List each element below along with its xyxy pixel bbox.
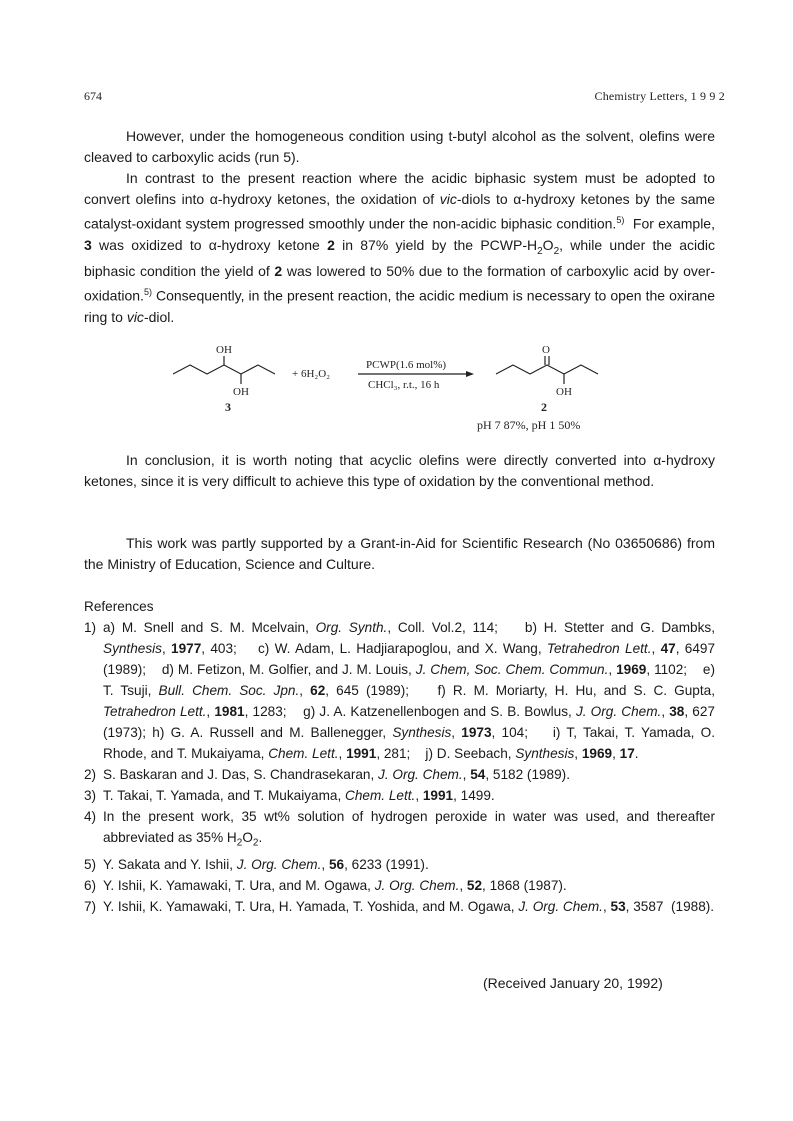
product-skeleton (496, 365, 598, 374)
reference-text: . (258, 830, 263, 845)
reference-text: J. Org. Chem. (518, 898, 603, 914)
references-title: References (84, 599, 154, 614)
reference-text: 17 (619, 746, 635, 761)
acknowledgment-section (84, 533, 715, 575)
reference-text: , 1102; e) T. Tsuji, (103, 662, 719, 698)
reference-text: , (459, 877, 467, 893)
reference-text: , (651, 641, 661, 656)
paragraph-conclusion: In conclusion, it is worth noting that acyclic olefins were directly converted into α-hydroxy ketones, since it is very difficult to achieve this type of oxidation by the conventional method. (84, 452, 715, 489)
reference-text: Chem. Lett. (345, 788, 416, 803)
reference-text: , 6497 (1989); d) M. Fetizon, M. Golfier, and J. M. Louis, (103, 641, 719, 677)
reference-text: , (602, 898, 611, 914)
reference-text: In the present work, 35 wt% solution of hydrogen peroxide in water was used, and thereafter abbreviated as 35% H (103, 809, 719, 845)
text-run-italic: vic (439, 191, 457, 207)
reactant-oh-bottom: OH (233, 386, 249, 398)
reference-number: 1) (84, 620, 97, 635)
page-number: 674 (84, 89, 102, 103)
reference-list (84, 617, 719, 917)
reference-number: 6) (84, 877, 97, 893)
reference-text: , 3587 (1988). (625, 898, 715, 914)
reference-text: , (161, 641, 172, 656)
text-run: O (542, 236, 554, 253)
reference-text: 1969 (616, 662, 647, 677)
reference-text: T. Takai, T. Yamada, and T. Mukaiyama, (103, 788, 346, 803)
reference-text: O (242, 830, 253, 845)
reference-text: , (415, 788, 423, 803)
reactant-oh-top: OH (216, 344, 232, 356)
paragraph-contrast (84, 168, 719, 328)
reference-text: 54 (470, 767, 486, 782)
reference-text: , 104; i) T, Takai, T. Yamada, O. Rhode, and T. Mukaiyama, (103, 725, 719, 761)
reference-text: , 1868 (1987). (482, 877, 567, 893)
reference-number: 5) (84, 856, 97, 872)
reference-text: 53 (610, 898, 626, 914)
reference-text: . (634, 746, 639, 761)
reference-text: Y. Ishii, K. Yamawaki, T. Ura, H. Yamada, T. Yoshida, and M. Ogawa, (103, 898, 519, 914)
reference-number: 2) (84, 767, 97, 782)
text-run: was oxidized to α-hydroxy ketone (91, 236, 328, 253)
reference-item (84, 617, 719, 764)
text-run: -diol. (143, 309, 175, 326)
reference-text: , (321, 856, 329, 872)
reference-marker: 5) (616, 215, 625, 225)
reference-text: J. Org. Chem. (378, 767, 463, 782)
text-run-italic: vic (126, 309, 144, 326)
reference-text: Synthesis (103, 641, 162, 656)
reference-text: , 5182 (1989). (485, 767, 570, 782)
reference-text: 1977 (171, 641, 202, 656)
reference-number: 7) (84, 898, 97, 914)
product-oxygen: O (542, 344, 550, 356)
body-paragraphs (84, 126, 719, 328)
subscript: 2 (553, 245, 560, 257)
received-date: (Received January 20, 1992) (483, 975, 663, 991)
text-run: was lowered to 50% due to the formation of carboxylic acid by over-oxidation. (84, 263, 715, 305)
reference-text: , (462, 767, 471, 782)
reference-text: 1981 (214, 704, 245, 719)
reference-text: Y. Sakata and Y. Ishii, (103, 856, 237, 872)
journal-title: Chemistry Letters, 1 9 9 2 (594, 89, 725, 103)
paragraph-homogeneous: However, under the homogeneous condition using t-butyl alcohol as the solvent, olefins were cleaved to carboxylic acids (run 5). (84, 128, 715, 165)
reference-text: Synthesis (515, 746, 575, 761)
reference-text: 1991 (346, 746, 377, 761)
reference-text: , Coll. Vol.2, 114; b) H. Stetter and G. Dambks, (387, 620, 719, 635)
reference-text: , 1499. (453, 788, 495, 803)
reference-marker: 5) (143, 287, 152, 298)
reference-item (84, 896, 715, 917)
reactant-skeleton (173, 365, 275, 374)
reference-text: , 1283; g) J. A. Katzenellenbogen and S. B. Bowlus, (244, 704, 576, 719)
reference-text: Org. Synth. (315, 620, 388, 635)
reference-text: , (608, 662, 617, 677)
reactant-label: 3 (225, 400, 231, 414)
reference-text: , 403; c) W. Adam, L. Hadjiarapoglou, and X. Wang, (201, 641, 547, 656)
reference-text: , 281; j) D. Seebach, (376, 746, 516, 761)
page-header (84, 89, 725, 105)
text-run: In contrast to the present reaction where the acidic biphasic system must be adopted to convert olefins into α-hydroxy ketones, the oxidation of (84, 170, 715, 207)
text-run: -diols to α-hydroxy ketones by the same catalyst-oxidant system progressed smoothly under the non-acidic biphasic condition. (84, 191, 716, 232)
compound-number: 3 (84, 236, 92, 253)
reference-text: 38 (669, 704, 685, 719)
reference-number: 4) (84, 809, 97, 824)
reference-text: , 627 (1973); h) G. A. Russell and M. Ballenegger, (103, 704, 719, 740)
text-run: Consequently, in the present reaction, the acidic medium is necessary to open the oxirane ring to (84, 288, 715, 326)
reference-text: 1969 (581, 746, 613, 761)
reference-text: , (338, 746, 347, 761)
reference-text: Bull. Chem. Soc. Jpn. (158, 683, 300, 698)
reference-text: 2 (236, 837, 243, 849)
arrow-head (466, 371, 474, 377)
reference-number: 3) (84, 788, 97, 803)
product-oh: OH (556, 386, 572, 398)
compound-number: 2 (274, 263, 283, 280)
reference-text: Tetrahedron Lett. (546, 641, 652, 656)
reference-text: 52 (466, 877, 483, 893)
reference-text: , (661, 704, 670, 719)
reference-item (84, 875, 715, 896)
reference-text: S. Baskaran and J. Das, S. Chandrasekaran, (103, 767, 379, 782)
reference-text: J. Org. Chem. (374, 877, 460, 893)
reagent-label: + 6H₂O₂ (292, 368, 331, 380)
reference-text: 62 (310, 683, 326, 698)
arrow-top-label: PCWP(1.6 mol%) (366, 359, 447, 371)
reference-text: J. Org. Chem. (575, 704, 662, 719)
reference-text: Y. Ishii, K. Yamawaki, T. Ura, and M. Ogawa, (103, 877, 375, 893)
reference-text: a) M. Snell and S. M. Mcelvain, (103, 620, 316, 635)
arrow-bottom-label: CHCl₃, r.t., 16 h (368, 379, 440, 391)
reference-text: Tetrahedron Lett. (103, 704, 207, 719)
reference-text: Chem. Lett. (268, 746, 339, 761)
reference-item (84, 764, 715, 785)
yield-conditions: pH 7 87%, pH 1 50% (477, 418, 581, 432)
references-section (84, 596, 719, 917)
paragraph-acknowledgment: This work was partly supported by a Grant-in-Aid for Scientific Research (No 03650686) from the Ministry of Education, Science and Culture. (84, 535, 715, 572)
reference-text: , (574, 746, 582, 761)
reference-text: Synthesis (392, 725, 452, 740)
reference-text: J. Org. Chem. (236, 856, 322, 872)
reference-text: , 6233 (1991). (344, 856, 429, 872)
reference-text: 47 (660, 641, 676, 656)
reference-item (84, 854, 715, 875)
reference-text: J. Chem, Soc. Chem. Commun. (415, 662, 609, 677)
reference-text: , (299, 683, 311, 698)
text-run: in 87% yield by the PCWP-H (334, 236, 538, 253)
product-label: 2 (541, 400, 547, 414)
reference-text: 1973 (461, 725, 492, 740)
conclusion-section (84, 450, 715, 492)
reference-item (84, 785, 715, 806)
reference-text: , 645 (1989); f) R. M. Moriarty, H. Hu, and S. C. Gupta, (325, 683, 719, 698)
subscript: 2 (537, 245, 543, 257)
reference-text: 56 (328, 856, 345, 872)
reference-text: , (451, 725, 462, 740)
reference-text: 1991 (422, 788, 454, 803)
text-run: For example, (624, 215, 719, 232)
reference-text: , (612, 746, 620, 761)
compound-number: 2 (327, 236, 335, 253)
reference-text: 2 (252, 837, 259, 849)
reference-text: , (206, 704, 215, 719)
text-run: , while under the acidic biphasic condition the yield of (84, 236, 715, 280)
reference-item (84, 806, 719, 854)
